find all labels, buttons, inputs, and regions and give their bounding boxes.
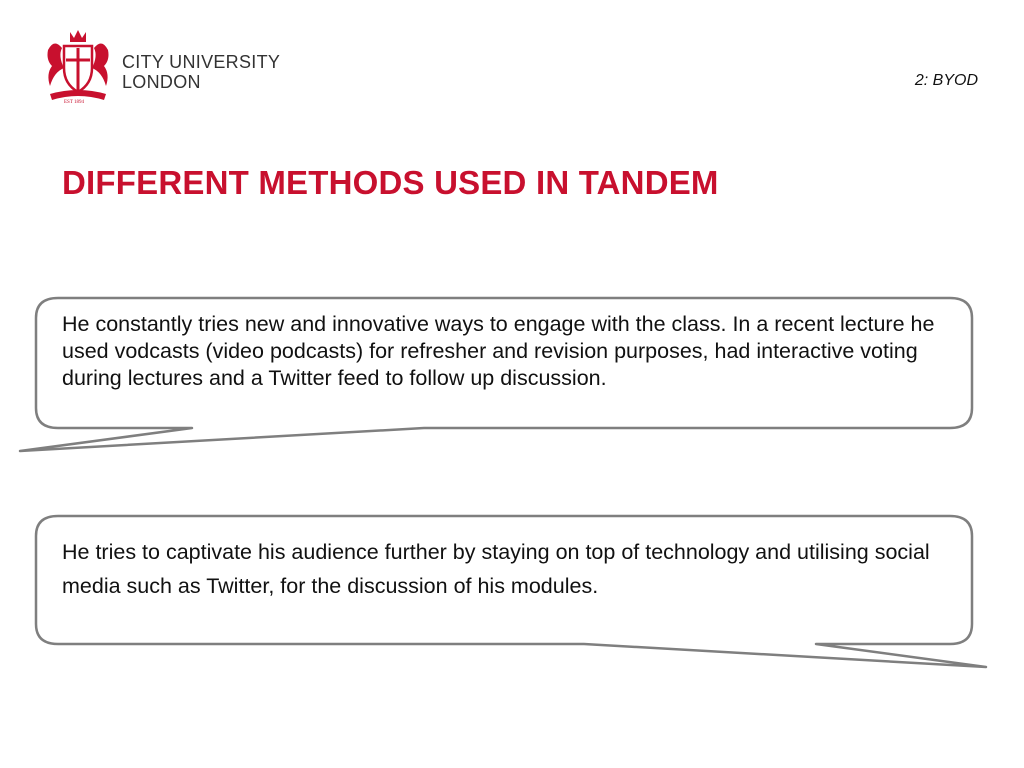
logo-line-2: LONDON: [122, 72, 201, 92]
slide-title: DIFFERENT METHODS USED IN TANDEM: [62, 164, 719, 201]
section-label: 2: BYOD: [914, 72, 978, 89]
logo-established: EST 1894: [64, 100, 85, 105]
logo-line-1: CITY UNIVERSITY: [122, 52, 281, 72]
callout-1-text: He constantly tries new and innovative ways to engage with the class. In a recent lecture he used vodcasts (video podcasts) for refresher and revision purposes, had interactive voting during lectures and a Twitter feed to follow up discussion.: [62, 312, 935, 390]
callout-2-text: He tries to captivate his audience further by staying on top of technology and utilising social media such as Twitter, for the discussion of his modules.: [62, 540, 930, 598]
